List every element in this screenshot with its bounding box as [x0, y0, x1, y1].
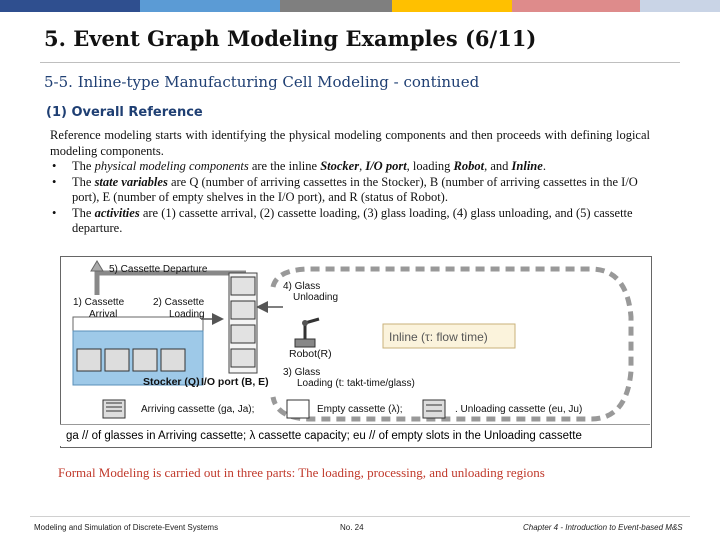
stripe-1 — [0, 0, 140, 12]
bullet-physical-components: • The physical modeling components are the inline Stocker, I/O port, loading Robot, and Inline. — [52, 159, 546, 173]
stripe-2 — [140, 0, 280, 12]
label-empty-cassette: Empty cassette (λ); — [317, 404, 403, 415]
empty-cassette-icon — [287, 400, 309, 418]
unloading-cassette-icon — [423, 400, 445, 418]
footer-page-number: No. 24 — [340, 523, 364, 532]
label-arriving-cassette: Arriving cassette (ga, Ja); — [141, 404, 255, 415]
label-inline: Inline (τ: flow time) — [389, 330, 488, 344]
label-io-port: I/O port (B, E) — [201, 376, 269, 388]
io-port — [229, 273, 257, 373]
intro-paragraph: Reference modeling starts with identifying the physical modeling components and then proceeds with defining logical modeling components. — [50, 128, 650, 158]
diagram-svg — [61, 257, 651, 447]
label-cassette-departure: 5) Cassette Departure — [109, 264, 208, 275]
label-cassette-loading-2: Loading — [169, 309, 205, 320]
footer-chapter: Chapter 4 - Introduction to Event-based M&S — [523, 523, 683, 532]
footer-course: Modeling and Simulation of Discrete-Event Systems — [34, 523, 219, 532]
stripe-5 — [512, 0, 640, 12]
stripe-6 — [640, 0, 720, 12]
bullet-icon: • — [52, 205, 57, 220]
title-divider — [40, 62, 680, 63]
emphasis: physical modeling components — [94, 159, 249, 173]
footer-divider — [30, 516, 690, 517]
label-cassette-loading-1: 2) Cassette — [153, 297, 205, 308]
bullet-icon: • — [52, 174, 57, 189]
label-cassette-arrival-2: Arrival — [89, 309, 118, 320]
label-glass-unloading-1: 4) Glass — [283, 281, 321, 292]
stocker — [73, 317, 203, 385]
section-heading: (1) Overall Reference — [46, 105, 203, 120]
label-unloading-cassette: . Unloading cassette (eu, Ju) — [455, 404, 583, 415]
formal-modeling-note: Formal Modeling is carried out in three parts: The loading, processing, and unloading regions — [58, 465, 545, 480]
arriving-cassette-icon — [103, 400, 125, 418]
slide-title: 5. Event Graph Modeling Examples (6/11) — [44, 26, 537, 51]
stripe-4 — [392, 0, 512, 12]
label-cassette-arrival-1: 1) Cassette — [73, 297, 125, 308]
diagram-legend: ga // of glasses in Arriving cassette; λ cassette capacity; eu // of empty slots in the Unloading cassette — [60, 424, 650, 446]
bullet-icon: • — [52, 159, 57, 173]
stripe-3 — [280, 0, 392, 12]
bullet-list — [50, 159, 650, 237]
bullet-state-variables: • The state variables are Q (number of arriving cassettes in the Stocker), B (number of arriving cassettes in the I/O port), E (number of empty shelves in the I/O port), and R (status of Robot). — [52, 174, 638, 204]
body-text — [50, 128, 650, 237]
label-glass-loading-1: 3) Glass — [283, 367, 321, 378]
label-stocker: Stocker (Q) — [143, 376, 200, 388]
manufacturing-cell-diagram — [60, 256, 652, 448]
label-robot: Robot(R) — [289, 348, 332, 360]
slide-subtitle: 5-5. Inline-type Manufacturing Cell Modeling - continued — [44, 73, 480, 91]
robot-icon — [295, 319, 319, 347]
bullet-activities: • The activities are (1) cassette arrival, (2) cassette loading, (3) glass loading, (4) glass unloading, and (5) cassette departure. — [52, 205, 633, 235]
label-glass-loading-2: Loading (t: takt-time/glass) — [297, 378, 415, 389]
label-glass-unloading-2: Unloading — [293, 292, 339, 303]
